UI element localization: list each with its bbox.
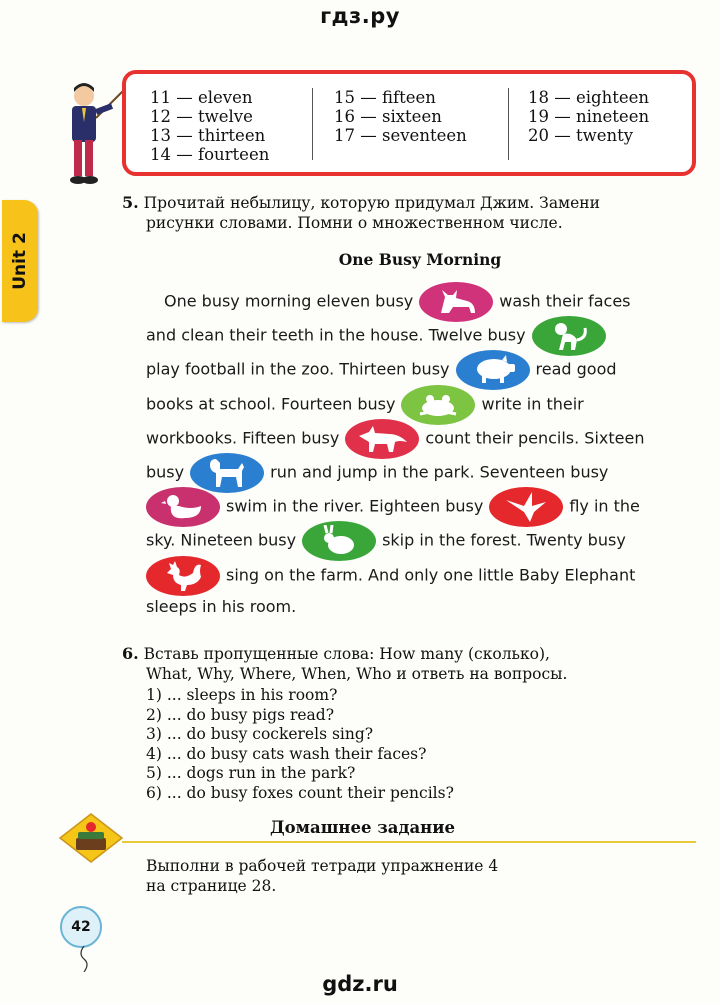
question-item: 2) ... do busy pigs read? <box>146 705 335 724</box>
exercise-number: 6. <box>122 644 139 663</box>
number-row: 11 — eleven <box>150 88 253 107</box>
question-item: 5) ... dogs run in the park? <box>146 764 356 783</box>
story-line: busy run and jump in the park. Seventeen busy <box>146 453 698 487</box>
exercise-number: 5. <box>122 193 139 212</box>
story-line: One busy morning eleven busy wash their faces <box>146 282 698 316</box>
numbers-column-2 <box>334 88 467 145</box>
story-line: workbooks. Fifteen busy count their pencils. Sixteen <box>146 419 698 453</box>
number-row: 17 — seventeen <box>334 126 467 145</box>
number-row: 18 — eighteen <box>528 88 650 107</box>
number-row: 19 — nineteen <box>528 107 650 126</box>
story-line: swim in the river. Eighteen busy fly in the <box>146 487 698 521</box>
numbers-column-3 <box>528 88 649 145</box>
story-line: and clean their teeth in the house. Twelve busy <box>146 316 698 350</box>
number-row: 20 — twenty <box>528 126 634 145</box>
balloon-string <box>78 946 90 972</box>
page-number: 42 <box>60 906 102 948</box>
story-title: One Busy Morning <box>338 250 502 269</box>
homework-divider <box>122 841 696 843</box>
story-line: play football in the zoo. Thirteen busy read good <box>146 350 698 384</box>
unit-tab-label: Unit 2 <box>10 232 30 290</box>
column-divider <box>312 88 313 160</box>
homework-text: Выполни в рабочей тетради упражнение 4 на странице 28. <box>146 857 499 895</box>
site-footer: gdz.ru <box>322 972 398 996</box>
column-divider <box>508 88 509 160</box>
questions-list <box>146 686 454 804</box>
numbers-column-1 <box>150 88 269 164</box>
story-line: sky. Nineteen busy skip in the forest. Twenty busy <box>146 521 698 555</box>
number-row: 13 — thirteen <box>150 126 266 145</box>
story-line: sing on the farm. And only one little Baby Elephant <box>146 556 698 590</box>
exercise-6-instructions: 6. Вставь пропущенные слова: How many (сколько), What, Why, Where, When, Who и ответь на вопросы. <box>122 644 568 683</box>
site-header: гдз.ру <box>320 4 400 28</box>
question-item: 3) ... do busy cockerels sing? <box>146 725 374 744</box>
story-line: books at school. Fourteen busy write in their <box>146 385 698 419</box>
number-row: 15 — fifteen <box>334 88 436 107</box>
homework-title: Домашнее задание <box>270 818 455 837</box>
question-item: 1) ... sleeps in his room? <box>146 686 338 704</box>
number-row: 16 — sixteen <box>334 107 442 126</box>
homework-icon <box>58 812 124 864</box>
question-item: 4) ... do busy cats wash their faces? <box>146 744 427 763</box>
story-line: sleeps in his room. <box>146 596 297 616</box>
numbers-box <box>122 70 696 176</box>
number-row: 14 — fourteen <box>150 145 270 164</box>
story-text <box>146 282 698 624</box>
number-row: 12 — twelve <box>150 107 253 126</box>
exercise-5-instructions: 5. Прочитай небылицу, которую придумал Джим. Замени рисунки словами. Помни о множественном числе. <box>122 193 600 232</box>
teacher-illustration <box>56 78 132 188</box>
question-item: 6) ... do busy foxes count their pencils? <box>146 783 454 802</box>
